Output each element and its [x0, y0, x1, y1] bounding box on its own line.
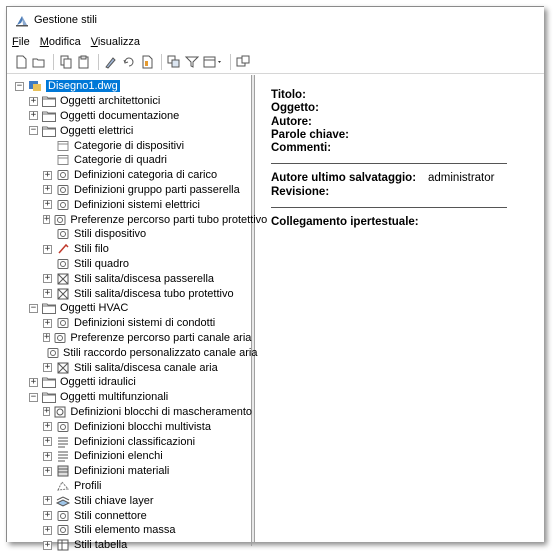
- expand-icon[interactable]: +: [44, 169, 51, 180]
- load-icon: [55, 169, 71, 182]
- tree-item[interactable]: [7, 375, 251, 390]
- revision-label: Revisione:: [271, 185, 330, 198]
- tree-item-label: Oggetti documentazione: [60, 109, 180, 122]
- tree-item-label: Stili salita/discesa passerella: [74, 272, 215, 285]
- expand-icon[interactable]: +: [44, 332, 50, 343]
- divider: [271, 163, 507, 164]
- table-icon: [55, 539, 71, 552]
- tree-item[interactable]: [7, 360, 251, 375]
- riser-icon: [55, 272, 71, 285]
- tree-item[interactable]: [7, 508, 251, 523]
- riser-icon: [55, 361, 71, 374]
- menu-file[interactable]: File: [12, 36, 30, 48]
- tree-item[interactable]: [7, 301, 251, 316]
- tree-item[interactable]: [7, 345, 258, 360]
- tree-item-label: Stili quadro: [74, 257, 130, 270]
- tree-item-label: Stili salita/discesa canale aria: [74, 361, 218, 374]
- list-icon: [55, 450, 71, 463]
- comments-label: Commenti:: [271, 142, 332, 155]
- view-icon[interactable]: [202, 54, 224, 70]
- toolbar-separator: [53, 54, 54, 70]
- subject-label: Oggetto:: [271, 102, 319, 115]
- tree-item[interactable]: [7, 79, 251, 94]
- expand-icon[interactable]: +: [30, 110, 37, 121]
- connector-icon: [55, 509, 71, 522]
- settings-icon[interactable]: [235, 54, 251, 70]
- expand-icon[interactable]: +: [30, 376, 37, 387]
- expand-icon[interactable]: +: [30, 95, 37, 106]
- toolbar-separator: [230, 54, 231, 70]
- tree-item-label: Stili tabella: [74, 539, 128, 552]
- tree-item-label: Oggetti architettonici: [60, 95, 161, 108]
- author-label: Autore:: [271, 115, 312, 128]
- expand-icon[interactable]: +: [44, 539, 51, 550]
- tree-item-label: Disegno1.dwg: [48, 80, 118, 93]
- tree-item[interactable]: [7, 493, 251, 508]
- system-icon: [55, 198, 71, 211]
- toolbar-separator: [98, 54, 99, 70]
- style-manager-app-icon: [15, 13, 29, 27]
- tree-item-label: Stili connettore: [74, 509, 147, 522]
- last-saved-row: [271, 172, 528, 185]
- drawing-icon: [27, 80, 43, 93]
- collapse-icon[interactable]: −: [30, 302, 37, 313]
- keywords-label: Parole chiave:: [271, 128, 349, 141]
- tree-item[interactable]: [7, 449, 251, 464]
- content-panes: [7, 75, 544, 552]
- purge-icon[interactable]: [121, 54, 137, 70]
- edit-icon[interactable]: [103, 54, 119, 70]
- tree-item-label: Stili raccordo personalizzato canale aria: [63, 346, 258, 359]
- tree-item-label: Categorie di quadri: [74, 154, 167, 167]
- wire-icon: [55, 243, 71, 256]
- folder-icon: [41, 391, 57, 404]
- title-bar: [7, 7, 544, 33]
- expand-icon[interactable]: +: [44, 317, 51, 328]
- tree-item[interactable]: [7, 331, 251, 346]
- tree-item-label: Oggetti HVAC: [60, 302, 129, 315]
- tree-item-label: Definizioni blocchi multivista: [74, 420, 211, 433]
- menu-bar: [7, 33, 544, 51]
- collapse-icon[interactable]: −: [30, 125, 37, 136]
- expand-icon[interactable]: +: [44, 421, 51, 432]
- tree-item-label: Definizioni elenchi: [74, 450, 163, 463]
- expand-icon[interactable]: +: [44, 243, 51, 254]
- hyperlink-label: Collegamento ipertestuale:: [271, 216, 419, 229]
- tree-item[interactable]: [7, 538, 251, 553]
- tree-item[interactable]: [7, 390, 251, 405]
- expand-icon[interactable]: +: [44, 450, 51, 461]
- tree-item[interactable]: [7, 227, 251, 242]
- expand-icon[interactable]: +: [44, 184, 51, 195]
- tree-item-label: Profili: [74, 479, 102, 492]
- tree-item-label: Definizioni materiali: [74, 465, 170, 478]
- window-title: Gestione stili: [34, 14, 97, 26]
- import-icon[interactable]: [139, 54, 155, 70]
- classification-icon: [55, 435, 71, 448]
- panel-icon: [55, 257, 71, 270]
- tree-item-label: Preferenze percorso parti canale aria: [70, 331, 252, 344]
- tree-item-label: Oggetti elettrici: [60, 124, 134, 137]
- tree-item[interactable]: [7, 138, 251, 153]
- copy-icon[interactable]: [58, 54, 74, 70]
- tree-item-label: Definizioni sistemi elettrici: [74, 198, 200, 211]
- paste-icon[interactable]: [76, 54, 92, 70]
- tree-item-label: Stili dispositivo: [74, 228, 147, 241]
- tree-item[interactable]: [7, 286, 251, 301]
- style-manager-window: [6, 6, 544, 552]
- duct-route-icon: [53, 331, 67, 344]
- tree-item[interactable]: [7, 434, 251, 449]
- tree-item[interactable]: [7, 479, 251, 494]
- tree-item[interactable]: [7, 405, 251, 420]
- multiview-icon: [55, 420, 71, 433]
- mask-icon: [53, 405, 67, 418]
- menu-modifica[interactable]: Modifica: [39, 36, 81, 48]
- folder-icon: [41, 302, 57, 315]
- toolbar: [7, 51, 544, 74]
- device-icon: [55, 228, 71, 241]
- folder-icon: [41, 376, 57, 389]
- layer-key-icon: [55, 494, 71, 507]
- conduit-icon: [53, 213, 67, 226]
- tree-item[interactable]: [7, 464, 251, 479]
- last-saved-label: Autore ultimo salvataggio:: [271, 172, 417, 185]
- tree-item-label: Stili chiave layer: [74, 494, 154, 507]
- tree-item[interactable]: [7, 242, 251, 257]
- collapse-icon[interactable]: −: [16, 80, 23, 91]
- material-icon: [55, 465, 71, 478]
- tree-item-label: Definizioni classificazioni: [74, 435, 196, 448]
- toolbar-separator: [161, 54, 162, 70]
- tree-item[interactable]: [7, 523, 251, 538]
- last-saved-value: administrator: [428, 172, 495, 185]
- folder-icon: [41, 124, 57, 137]
- tree-item-label: Preferenze percorso parti tubo protettivo: [70, 213, 268, 226]
- mass-icon: [55, 524, 71, 537]
- expand-icon[interactable]: +: [44, 288, 51, 299]
- tree-item-label: Definizioni sistemi di condotti: [74, 317, 216, 330]
- expand-icon[interactable]: +: [44, 495, 51, 506]
- expand-icon[interactable]: +: [44, 510, 51, 520]
- tree-item-label: Categorie di dispositivi: [74, 139, 185, 152]
- expand-icon[interactable]: +: [44, 214, 50, 225]
- tree-item[interactable]: [7, 419, 251, 434]
- expand-icon[interactable]: +: [44, 406, 50, 417]
- title-label: Titolo:: [271, 89, 306, 101]
- profile-icon: [55, 479, 71, 492]
- tree-item-label: Definizioni blocchi di mascheramento: [70, 405, 253, 418]
- filter-icon[interactable]: [184, 54, 200, 70]
- tree-item-label: Oggetti multifunzionali: [60, 391, 169, 404]
- tree-item-label: Stili elemento massa: [74, 524, 176, 537]
- tree-item[interactable]: [7, 271, 251, 286]
- tree-item[interactable]: [7, 197, 251, 212]
- tree-item[interactable]: [7, 257, 251, 272]
- tree-item-label: Definizioni gruppo parti passerella: [74, 183, 240, 196]
- expand-icon[interactable]: +: [44, 199, 51, 210]
- folder-icon: [41, 109, 57, 122]
- tree-item[interactable]: [7, 153, 251, 168]
- tree-item[interactable]: [7, 109, 251, 124]
- tree-item[interactable]: [7, 123, 251, 138]
- open-icon[interactable]: [31, 54, 47, 70]
- fitting-icon: [46, 346, 60, 359]
- expand-icon[interactable]: +: [44, 362, 51, 373]
- tree-item-label: Stili filo: [74, 243, 109, 256]
- menu-visualizza[interactable]: Visualizza: [90, 36, 141, 48]
- conduit-riser-icon: [55, 287, 71, 300]
- tree-item-label: Stili salita/discesa tubo protettivo: [74, 287, 234, 300]
- properties-pane: [255, 75, 544, 542]
- style-tree[interactable]: [7, 75, 268, 552]
- tray-icon: [55, 183, 71, 196]
- category-icon: [55, 139, 71, 152]
- expand-icon[interactable]: +: [44, 524, 51, 535]
- tree-item-label: Definizioni categoria di carico: [74, 169, 218, 182]
- divider: [271, 207, 507, 208]
- duct-icon: [55, 317, 71, 330]
- expand-icon[interactable]: +: [44, 436, 51, 447]
- new-icon[interactable]: [13, 54, 29, 70]
- category-icon: [55, 154, 71, 167]
- tree-item-label: Oggetti idraulici: [60, 376, 136, 389]
- folder-icon: [41, 95, 57, 108]
- expand-icon[interactable]: +: [44, 465, 51, 476]
- tree-item[interactable]: [7, 183, 251, 198]
- tree-item[interactable]: [7, 316, 251, 331]
- collapse-icon[interactable]: −: [30, 391, 37, 402]
- expand-icon[interactable]: +: [44, 273, 51, 284]
- tree-item[interactable]: [7, 212, 268, 227]
- tree-item[interactable]: [7, 94, 251, 109]
- copy-style-icon[interactable]: [166, 54, 182, 70]
- tree-item[interactable]: [7, 168, 251, 183]
